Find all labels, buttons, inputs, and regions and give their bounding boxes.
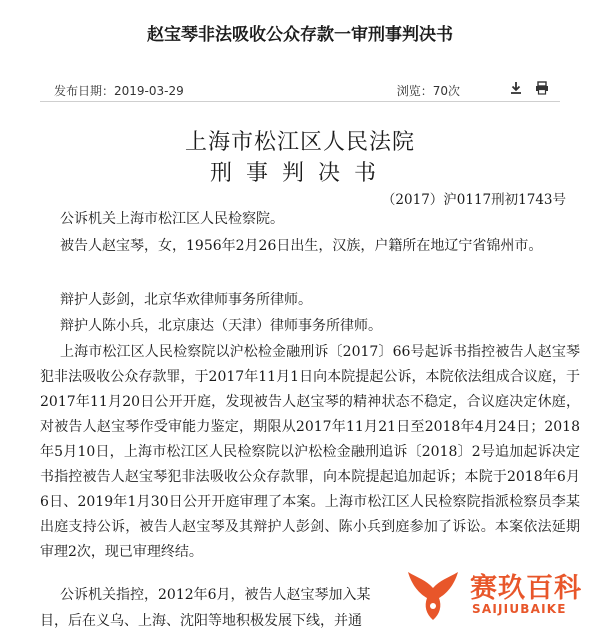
paragraph-defense-1: 辩护人彭剑，北京华欢律师事务所律师。 — [60, 292, 312, 308]
paragraph-defendant: 被告人赵宝琴，女，1956年2月26日出生，汉族，户籍所在地辽宁省锦州市。 — [60, 238, 543, 254]
view-count: 浏览：70次 — [396, 84, 460, 98]
watermark-name: 赛玖百科 — [470, 573, 582, 604]
watermark-pinyin: SAIJIUBAIKE — [472, 602, 567, 616]
court-name: 上海市松江区人民法院 — [184, 130, 415, 155]
paragraph-prosecutor: 公诉机关上海市松江区人民检察院。 — [60, 211, 284, 227]
paragraph-charges: 公诉机关指控，2012年6月，被告人赵宝琴加入某 — [60, 587, 371, 603]
page-title: 赵宝琴非法吸收公众存款一审刑事判决书 — [147, 25, 453, 45]
paragraph-charges-cont: 目，后在义乌、上海、沈阳等地积极发展下线，并通 — [40, 613, 362, 629]
publish-date: 发布日期：2019-03-29 — [54, 84, 184, 98]
case-number: （2017）沪0117刑初1743号 — [381, 192, 566, 208]
document-type: 刑事判决书 — [209, 161, 390, 186]
meta-bar — [40, 77, 560, 102]
print-icon[interactable] — [534, 80, 550, 96]
download-icon[interactable] — [508, 80, 524, 96]
paragraph-defense-2: 辩护人陈小兵，北京康达（天津）律师事务所律师。 — [60, 318, 382, 334]
watermark-logo — [402, 558, 592, 632]
fish-logo-icon — [402, 562, 464, 624]
paragraph-procedure: 上海市松江区人民检察院以沪松检金融刑诉〔2017〕66号起诉书指控被告人赵宝琴犯非法吸收公众存款罪，于2017年11月1日向本院提起公诉，本院依法组成合议庭，于2017年11月20日公开开庭，发现被告人赵宝琴的精神状态不稳定，合议庭决定休庭，对被告人赵宝琴作受审能力鉴定，期限从2017年11月21日至2018年4月24日；2018年5月10日，上海市松江区人民检察院以沪松检金融刑追诉〔2018〕2号追加起诉决定书指控被告人赵宝琴犯非法吸收公众存款罪，向本院提起追加起诉；本院于2018年6月6日、2019年1月30日公开开庭审理了本案。上海市松江区人民检察院指派检察员李某出庭支持公诉，被告人赵宝琴及其辩护人彭剑、陈小兵到庭参加了诉讼。本案依法延期审理2次，现已审理终结。 — [40, 344, 580, 560]
